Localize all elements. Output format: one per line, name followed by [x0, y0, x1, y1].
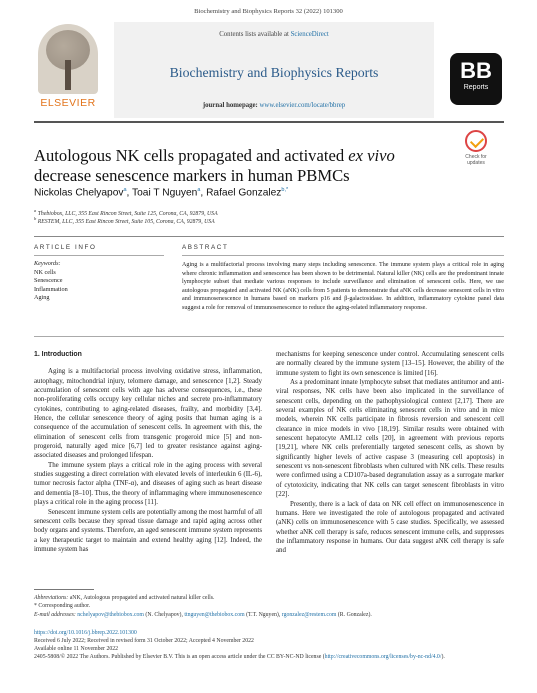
body-paragraph: Presently, there is a lack of data on NK cell effect on immunosenescence in humans. Here we investigated the role of autologous propagated and activated (aNK) cells on immunosenescence with 5 case studies. Specifically, we assessed whether aNK cell therapy is safe, reduces senescent immune cells, and suppresses the inflammatory response in humans. Our data suggest aNK cell therapy is safe and [276, 500, 504, 555]
publication-details [34, 629, 504, 661]
abbreviations-label: Abbreviations: [34, 595, 69, 601]
journal-citation-line: Biochemistry and Biophysics Reports 32 (2022) 101300 [194, 8, 343, 15]
contents-line [114, 31, 434, 38]
abstract-heading: ABSTRACT [182, 244, 229, 251]
header-divider [34, 121, 504, 123]
check-updates-label: Check for updates [465, 154, 487, 166]
received-dates: Received 6 July 2022; Received in revised form 31 October 2022; Accepted 4 November 2022 [34, 638, 254, 644]
article-info-heading: ARTICLE INFO [34, 244, 97, 251]
article-title [34, 146, 454, 186]
author-name[interactable]: Rafael Gonzalez [206, 187, 282, 199]
keywords-title: Keywords: [34, 260, 61, 267]
cover-subtitle: Reports [463, 84, 489, 91]
affiliation-mark: b [34, 216, 37, 221]
body-paragraph: Aging is a multifactorial process involving oxidative stress, inflammation, autophagy, mitochondrial injury, telomere damage, and senescence [1,2]. Steady accumulation of senescent cells with age has adverse consequences, i.e., these non-proliferating cells occupy key cellular niches and secrete pro-inflammatory cytokines, contributing to aging-related diseases, frailty, and morbidity [3,4]. Hence, the cellular senescence theory of aging posits that human aging is a consequence of the accumulation of senescent cells. In agreement with this, the elimination of senescent cells from transgenic progeroid mice [5] and non-progeroid, naturally aged mice [6,7] led to greater resistance against aging-associated diseases and prolonged lifespan. [34, 368, 262, 460]
author-name[interactable]: Toai T Nguyen [132, 187, 198, 199]
abstract-text: Aging is a multifactorial process involving many steps including senescence. The immune system plays a critical role in aging where chronic inflammation and senescence has been shown to be detrimental. Natural killer (NK) cells are the predominant innate lymphocyte subset that mediate various responses to include surveillance and elimination of senescent cells. Here, we use autologous propagated and activated NK (aNK) cells from 5 patients to demonstrate that aNK cells decrease senescent cells in vitro and immunosenescence in humans based on markers p16 and β-galactosidase. In addition, inflammatory cytokine panel data suggest a role for removal of immunosenescence to reduce the aging-related inflammatory response. [182, 262, 504, 311]
publisher-name: ELSEVIER [40, 97, 96, 109]
journal-cover-logo[interactable] [450, 53, 502, 105]
check-updates-icon [465, 130, 487, 152]
affiliation-text: RESTEM, LLC, 355 East Rincon Street, Suite 105, Corona, CA, 92879, USA [37, 218, 215, 225]
sciencedirect-link[interactable]: ScienceDirect [290, 31, 329, 38]
section-divider [34, 236, 504, 237]
body-paragraph: As a predominant innate lymphocyte subset that mediates antitumor and anti-viral responses, NK cells have been also implicated in the surveillance of senescent cells, depending on the pathophysiological context [2,17]. There are several examples of NK cells eliminating senescent cells in vitro and in mice models, wherein NK cells participate in fibrosis reversion and senescent cell clearance in mice models in vivo [18,19]. Similar results were obtained with senescent hepatocyte AML12 cells [20], in agreement with previous reports [19,21], where NK cells preferentially targeted senescent cells, as shown by significantly higher levels of active caspase 3 (measuring cell apoptosis) in senescent vs non-senescent fibroblasts when cultured with NK cells. These results were confirmed using a CD107a-based degranulation assay as a surrogate marker of cytotoxicity, indicating that NK cells can target senescent fibroblasts in vitro [22]. [276, 379, 504, 499]
keyword-item[interactable]: Aging [34, 293, 50, 301]
section-heading-introduction: 1. Introduction [34, 351, 82, 358]
keywords-block [34, 260, 164, 302]
email-link[interactable]: nchelyapov@thebiobox.com [77, 611, 144, 618]
affiliation-text: Thebiobox, LLC, 355 East Rincon Street, Suite 125, Corona, CA, 92879, USA [37, 210, 218, 217]
email-owner: (R. Gonzalez). [336, 611, 372, 618]
body-paragraph: Senescent immune system cells are potentially among the most harmful of all senescent cells because they spread tissue damage and rapid aging across other body organs and systems. Therefore, an aged senescent immune system represents a key therapeutic target to maintain and extend healthy aging [12]. Indeed, the immune system has [34, 508, 262, 553]
email-label: E-mail addresses: [34, 611, 76, 618]
title-part-2: decrease senescence markers in human PBMCs [34, 166, 350, 185]
license-close: ). [441, 654, 445, 660]
homepage-line [114, 102, 434, 109]
keyword-item[interactable]: Inflammation [34, 285, 68, 293]
author-affil-mark[interactable]: a [123, 187, 127, 193]
footnotes [34, 594, 504, 619]
author-list: Nickolas Chelyapov$^a$, Toai T Nguyen$^a$, Rafael Gonzalez$^{b,*}$ [34, 187, 289, 199]
license-link[interactable]: http://creativecommons.org/licenses/by-nc-nd/4.0/ [324, 654, 442, 660]
affiliation-b [34, 216, 494, 225]
body-column-left [34, 350, 262, 554]
doi-link[interactable]: https://doi.org/10.1016/j.bbrep.2022.101300 [34, 630, 137, 636]
footnote-rule [34, 589, 94, 590]
elsevier-logo[interactable] [34, 24, 102, 112]
title-italic: ex vivo [348, 146, 395, 165]
keyword-item[interactable]: Senescence [34, 277, 63, 285]
body-divider [34, 336, 504, 337]
journal-name[interactable]: Biochemistry and Biophysics Reports [169, 65, 379, 80]
journal-banner [114, 22, 434, 118]
cover-initials: BB [460, 58, 492, 83]
email-link[interactable]: ttnguyen@thebiobox.com [184, 611, 245, 618]
email-link[interactable]: rgonzalez@restem.com [281, 611, 337, 618]
body-paragraph: The immune system plays a critical role in the aging process with several studies suggesting a direct correlation with elevated levels of interleukin 6 (IL-6), tumor necrosis factor alpha (TNF-α), and diseases of aging such as heart disease and dementia [8–10]. Thus, the theory of inflammaging where immunosenescence plays a critical role in the aging process [11]. [34, 461, 262, 507]
email-note [34, 611, 504, 619]
journal-header [34, 22, 504, 118]
email-owner: (N. Chelyapov), [143, 611, 185, 618]
elsevier-tree-icon [38, 24, 98, 94]
keyword-item[interactable]: NK cells [34, 269, 56, 277]
license-text: 2405-5808/© 2022 The Authors. Published by Elsevier B.V. This is an open access article under the CC BY-NC-ND license ( [34, 654, 325, 660]
corresponding-note: * Corresponding author. [34, 603, 91, 610]
contents-prefix: Contents lists available at [219, 31, 291, 38]
check-for-updates-button[interactable] [461, 130, 491, 168]
body-column-right [276, 350, 504, 556]
available-online: Available online 11 November 2022 [34, 646, 119, 652]
author-affil-mark[interactable]: a [197, 187, 201, 193]
abstract-rule [182, 255, 504, 256]
email-owner: (T.T. Nguyen), [244, 611, 282, 618]
title-part-1: Autologous NK cells propagated and activated [34, 146, 349, 165]
homepage-label: journal homepage: [202, 102, 258, 109]
article-info-rule [34, 255, 164, 256]
abbreviations-text: aNK, Autologous propagated and activated natural killer cells. [68, 595, 215, 601]
homepage-link[interactable]: www.elsevier.com/locate/bbrep [259, 102, 346, 109]
body-paragraph: mechanisms for keeping senescence under control. Accumulating senescent cells are normally cleared by the immune system [13–15]. However, the ability of the immune system to fight its own senescence is limited [16]. [276, 351, 504, 377]
license-note [34, 653, 504, 661]
abbreviations-note [34, 594, 504, 602]
author-name[interactable]: Nickolas Chelyapov [34, 187, 124, 199]
affiliation-mark: a [34, 208, 37, 213]
author-affil-mark[interactable]: b,* [281, 187, 289, 193]
